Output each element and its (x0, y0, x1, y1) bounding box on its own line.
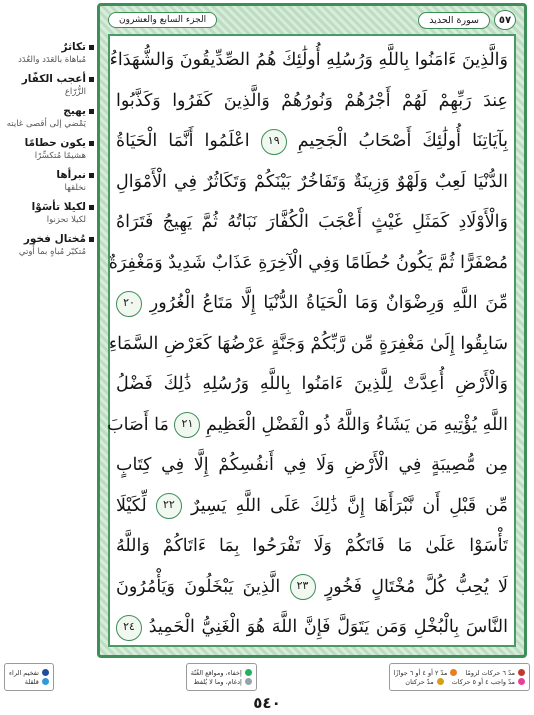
square-bullet-icon (89, 173, 94, 178)
quran-line (116, 81, 508, 122)
tajweed-legend (4, 663, 530, 691)
legend-row (191, 678, 252, 686)
ayah-number-marker: ٢٢ (156, 493, 182, 519)
ayah-number-marker: ٢١ (174, 412, 200, 438)
glossary-word-text: يهيج (63, 105, 86, 117)
quran-line (116, 202, 508, 243)
color-dot-icon (42, 669, 49, 676)
glossary-definition: لكيلا تحزنوا (46, 215, 86, 225)
ayah-text: لَا يُحِبُّ كُلَّ مُخْتَالٍ فَخُورٍ (324, 576, 508, 597)
ayah-text: اللَّهِ يُؤْتِيهِ مَن يَشَاءُ وَاللَّهُ ذُو الْفَضْلِ الْعَظِيمِ (206, 414, 508, 435)
quran-line (116, 364, 508, 405)
legend-label: إدغام، وما لا يُلفظ (193, 677, 242, 686)
square-bullet-icon (89, 109, 94, 114)
glossary-word (2, 40, 94, 54)
legend-label: مدّ ٦ حركات لزومًا (465, 668, 515, 677)
square-bullet-icon (89, 77, 94, 82)
legend-item (25, 678, 49, 686)
quran-line (116, 486, 508, 527)
quran-line (108, 324, 508, 365)
ayah-text: وَالْأَوْلَادِ كَمَثَلِ غَيْثٍ أَعْجَبَ الْكُفَّارَ نَبَاتُهُ ثُمَّ يَهِيجُ فَتَرَاهُ (116, 212, 508, 232)
glossary-definition: هشيمًا مُتكسِّرًا (34, 151, 86, 161)
glossary-definition: مُتكبّر مُباهٍ بما أُوتي (18, 247, 86, 257)
square-bullet-icon (89, 205, 94, 210)
ayah-text: النَّاسَ بِالْبُخْلِ وَمَن يَتَوَلَّ فَإِنَّ اللَّهَ هُوَ الْغَنِيُّ الْحَمِيدُ (148, 617, 508, 637)
glossary-word-text: مُختال فخور (23, 233, 86, 245)
glossary-definition: يَمْضي إلى أقصى غايته (6, 119, 86, 129)
quran-line (116, 445, 508, 486)
glossary-word-text: تكاثرٌ (61, 41, 86, 53)
quran-line (116, 526, 508, 567)
glossary-word-text: يكون حطامًا (24, 137, 86, 149)
legend-item (405, 678, 443, 686)
ayah-number-marker: ٢٤ (116, 615, 142, 641)
page-header (108, 9, 516, 31)
glossary-entry (2, 136, 94, 162)
legend-label: قلقلة (24, 677, 39, 686)
glossary-definition: الزُّرّاع (64, 87, 86, 97)
legend-item (191, 669, 252, 677)
page-number: ٥٤٠ (253, 694, 281, 712)
glossary-entry (2, 232, 94, 258)
legend-row (394, 669, 525, 677)
legend-item (9, 669, 49, 677)
quran-line (108, 243, 508, 284)
ayah-text: وَالْأَرْضِ أُعِدَّتْ لِلَّذِينَ ءَامَنُوا بِاللَّهِ وَرُسُلِهِ ذَٰلِكَ فَضْلُ (116, 374, 508, 394)
glossary-word-text: نبرأها (56, 169, 86, 181)
legend-label: مدّ ٢ أو ٤ أو ٦ جوازًا (393, 668, 448, 677)
glossary-entry (2, 200, 94, 226)
quran-line (116, 567, 508, 608)
ayah-text: مِّنَ اللَّهِ وَرِضْوَانٌ وَمَا الْحَيَاةُ الدُّنْيَا إِلَّا مَتَاعُ الْغُرُورِ (149, 293, 508, 313)
glossary-word (2, 232, 94, 246)
legend-row (9, 669, 49, 677)
surah-name: سورة الحديد (418, 12, 490, 29)
mushaf-page-frame (97, 3, 527, 658)
glossary-word (2, 136, 94, 150)
legend-label: مدّ واجب ٤ أو ٥ حركات (451, 677, 515, 686)
legend-item (394, 669, 458, 677)
ayah-text: اعْلَمُوا أَنَّمَا الْحَيَاةُ (116, 131, 250, 151)
legend-item (194, 678, 252, 686)
quran-line (109, 40, 508, 81)
ayah-number-marker: ١٩ (261, 129, 287, 155)
color-dot-icon (245, 669, 252, 676)
ayah-text: وَالَّذِينَ ءَامَنُوا بِاللَّهِ وَرُسُلِهِ أُولَٰئِكَ هُمُ الصِّدِّيقُونَ وَالشُّهَدَاءُ (109, 50, 508, 70)
color-dot-icon (518, 669, 525, 676)
ayah-text: بِآيَاتِنَا أُولَٰئِكَ أَصْحَابُ الْجَحِيمِ (297, 131, 508, 151)
legend-group-tafkhim (4, 663, 54, 691)
quran-text-area (108, 34, 516, 647)
glossary-word (2, 104, 94, 118)
surah-header (418, 10, 516, 30)
quran-line (116, 121, 508, 162)
quran-lines (107, 40, 508, 641)
glossary-word (2, 168, 94, 182)
legend-item (465, 669, 525, 677)
ayah-number-marker: ٢٣ (290, 574, 316, 600)
glossary-definition: مُباهاة بالعَدَد والعُدَد (18, 55, 86, 65)
ayah-text: مِّن قَبْلِ أَن نَّبْرَأَهَا إِنَّ ذَٰلِكَ عَلَى اللَّهِ يَسِيرٌ (191, 495, 508, 516)
legend-row (191, 669, 252, 677)
color-dot-icon (437, 678, 444, 685)
ayah-text: الدُّنْيَا لَعِبٌ وَلَهْوٌ وَزِينَةٌ وَتَفَاخُرٌ بَيْنَكُمْ وَتَكَاثُرٌ فِي الْأَمْوَالِ (116, 171, 508, 192)
legend-item (452, 678, 525, 686)
ayah-number-marker: ٢٠ (116, 291, 142, 317)
glossary-entry (2, 72, 94, 98)
ayah-text: مُصْفَرًّا ثُمَّ يَكُونُ حُطَامًا وَفِي الْآخِرَةِ عَذَابٌ شَدِيدٌ وَمَغْفِرَةٌ (108, 252, 508, 273)
legend-label: تفخيم الراء (9, 668, 39, 677)
glossary-word (2, 200, 94, 214)
ayah-text: عِندَ رَبِّهِمْ لَهُمْ أَجْرُهُمْ وَنُورُهُمْ وَالَّذِينَ كَفَرُوا وَكَذَّبُوا (116, 90, 508, 111)
ayah-text: تَأْسَوْا عَلَىٰ مَا فَاتَكُمْ وَلَا تَفْرَحُوا بِمَا ءَاتَاكُمْ وَاللَّهُ (116, 536, 508, 556)
quran-line (116, 607, 508, 648)
ayah-text: لِّكَيْلَا (116, 495, 147, 516)
margin-glossary (2, 40, 94, 264)
surah-number-badge: ٥٧ (494, 10, 516, 30)
color-dot-icon (518, 678, 525, 685)
color-dot-icon (245, 678, 252, 685)
color-dot-icon (450, 669, 457, 676)
glossary-definition: نخلقها (64, 183, 86, 193)
glossary-entry (2, 104, 94, 130)
legend-label: مدّ حركتان (405, 677, 434, 686)
ayah-text: سَابِقُوا إِلَىٰ مَغْفِرَةٍ مِّن رَّبِّكُمْ وَجَنَّةٍ عَرْضُهَا كَعَرْضِ السَّمَاءِ (108, 333, 508, 354)
quran-line (116, 283, 508, 324)
glossary-entry (2, 168, 94, 194)
color-dot-icon (42, 678, 49, 685)
juz-name: الجزء السابع والعشرون (108, 12, 217, 28)
ayah-text: الَّذِينَ يَبْخَلُونَ وَيَأْمُرُونَ (116, 576, 281, 597)
square-bullet-icon (89, 141, 94, 146)
legend-row (394, 678, 525, 686)
ayah-text: مَا أَصَابَ (107, 414, 169, 435)
square-bullet-icon (89, 45, 94, 50)
ayah-text: مِن مُّصِيبَةٍ فِي الْأَرْضِ وَلَا فِي أَنفُسِكُمْ إِلَّا فِي كِتَابٍ (116, 455, 508, 475)
glossary-word-text: لكيلا تأسَوْا (31, 201, 86, 213)
glossary-word-text: أعجب الكفّار (21, 73, 86, 85)
legend-group-ikhfa (186, 663, 257, 691)
glossary-word (2, 72, 94, 86)
quran-line (116, 162, 508, 203)
legend-group-madd (389, 663, 530, 691)
glossary-entry (2, 40, 94, 66)
quran-line (107, 405, 508, 446)
legend-label: إخفاء، ومواقع الغُنّة (190, 668, 242, 677)
square-bullet-icon (89, 237, 94, 242)
legend-row (9, 678, 49, 686)
